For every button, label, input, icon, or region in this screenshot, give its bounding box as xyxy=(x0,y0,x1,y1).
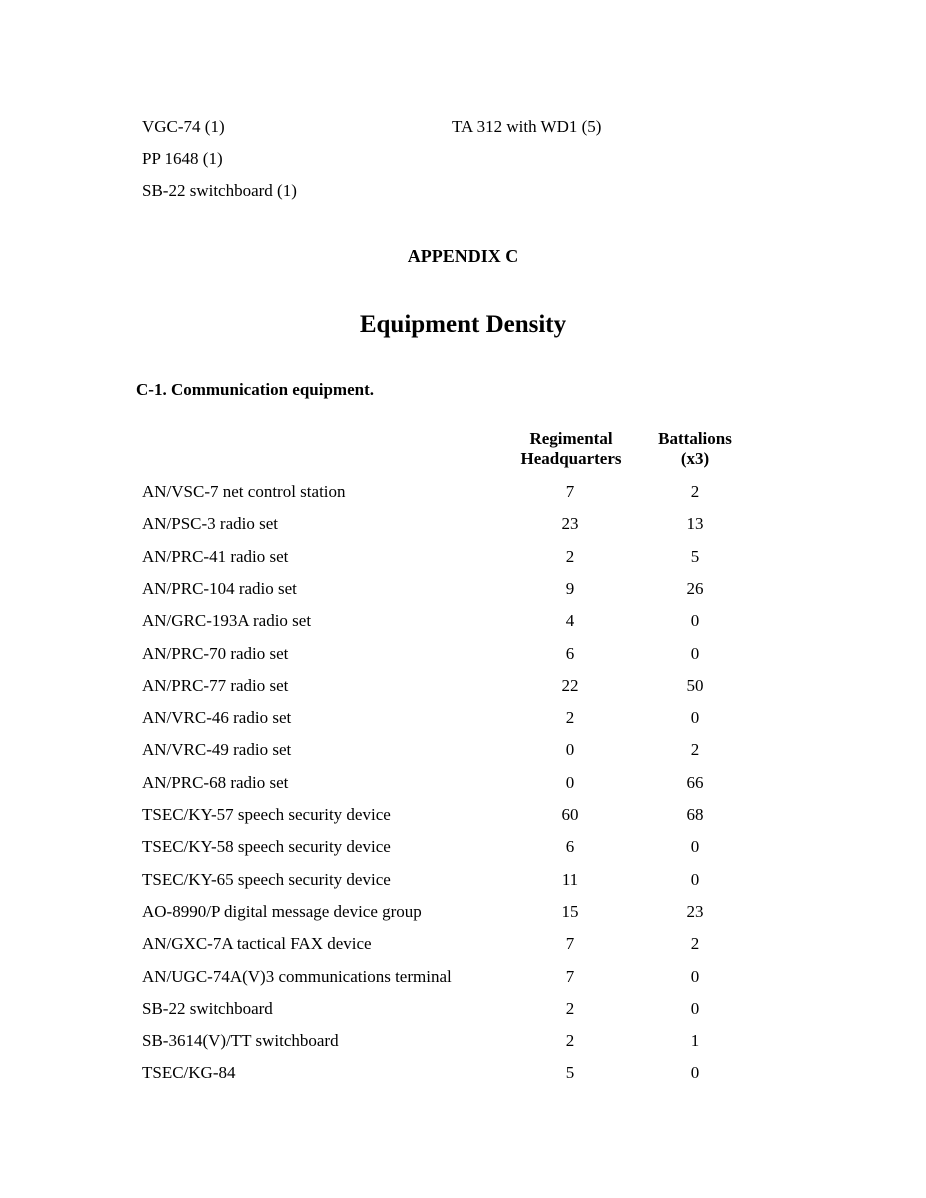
battalions-count: 0 xyxy=(690,643,700,663)
battalions-count: 0 xyxy=(690,837,700,857)
equipment-name: TSEC/KY-58 speech security device xyxy=(142,837,391,857)
list-item: TA 312 with WD1 (5) xyxy=(452,117,602,136)
regimental-hq-count: 5 xyxy=(565,1063,575,1083)
table-row xyxy=(0,805,926,827)
regimental-hq-count: 6 xyxy=(565,837,575,857)
table-row xyxy=(0,837,926,859)
column-header-battalions xyxy=(640,429,750,469)
table-row xyxy=(0,611,926,633)
battalions-count: 0 xyxy=(690,1063,700,1083)
table-row xyxy=(0,967,926,989)
table-row xyxy=(0,708,926,730)
table-row xyxy=(0,773,926,795)
regimental-hq-count: 6 xyxy=(565,643,575,663)
equipment-name: AN/PRC-77 radio set xyxy=(142,675,289,695)
battalions-count: 2 xyxy=(690,934,700,954)
battalions-count: 26 xyxy=(686,578,704,598)
equipment-name: AN/PRC-70 radio set xyxy=(142,643,289,663)
equipment-name: AN/UGC-74A(V)3 communications terminal xyxy=(142,966,452,986)
regimental-hq-count: 22 xyxy=(561,675,579,695)
battalions-count: 66 xyxy=(686,772,704,792)
regimental-hq-count: 4 xyxy=(565,611,575,631)
regimental-hq-count: 2 xyxy=(565,546,575,566)
regimental-hq-count: 7 xyxy=(565,934,575,954)
equipment-name: TSEC/KG-84 xyxy=(142,1063,236,1083)
battalions-count: 13 xyxy=(686,514,704,534)
equipment-name: SB-3614(V)/TT switchboard xyxy=(142,1031,339,1051)
table-row xyxy=(0,644,926,666)
appendix-label: APPENDIX C xyxy=(407,246,519,266)
battalions-count: 1 xyxy=(690,1031,700,1051)
regimental-hq-count: 0 xyxy=(565,772,575,792)
equipment-name: AN/PSC-3 radio set xyxy=(142,514,278,534)
regimental-hq-count: 0 xyxy=(565,740,575,760)
regimental-hq-count: 23 xyxy=(561,514,579,534)
battalions-count: 0 xyxy=(690,611,700,631)
table-row xyxy=(0,676,926,698)
battalions-count: 68 xyxy=(686,805,704,824)
table-row xyxy=(0,579,926,601)
battalions-count: 0 xyxy=(690,708,700,728)
column-header-line: (x3) xyxy=(680,449,710,468)
table-row xyxy=(0,514,926,536)
regimental-hq-count: 15 xyxy=(561,901,579,921)
equipment-name: TSEC/KY-65 speech security device xyxy=(142,869,391,889)
regimental-hq-count: 11 xyxy=(561,869,579,889)
battalions-count: 0 xyxy=(690,966,700,986)
battalions-count: 2 xyxy=(690,740,700,760)
battalions-count: 5 xyxy=(690,546,700,566)
table-row xyxy=(0,902,926,924)
column-header-line: Headquarters xyxy=(520,449,622,468)
table-row xyxy=(0,1031,926,1053)
equipment-name: TSEC/KY-57 speech security device xyxy=(142,805,391,824)
equipment-name: AN/GRC-193A radio set xyxy=(142,611,312,631)
equipment-name: AN/PRC-41 radio set xyxy=(142,546,289,566)
battalions-count: 0 xyxy=(690,869,700,889)
equipment-name: AO-8990/P digital message device group xyxy=(142,901,422,921)
battalions-count: 2 xyxy=(690,482,700,501)
list-item: VGC-74 (1) xyxy=(142,117,225,136)
table-row xyxy=(0,870,926,892)
regimental-hq-count: 2 xyxy=(565,708,575,728)
regimental-hq-count: 7 xyxy=(565,482,575,501)
battalions-count: 23 xyxy=(686,901,704,921)
table-row xyxy=(0,934,926,956)
equipment-name: AN/VSC-7 net control station xyxy=(142,482,346,501)
regimental-hq-count: 9 xyxy=(565,578,575,598)
equipment-name: AN/VRC-49 radio set xyxy=(142,740,292,760)
table-row xyxy=(0,999,926,1021)
table-row xyxy=(0,1063,926,1085)
table-row xyxy=(0,482,926,504)
list-item: SB-22 switchboard (1) xyxy=(142,181,297,200)
equipment-name: AN/GXC-7A tactical FAX device xyxy=(142,934,372,954)
column-header-line: Regimental xyxy=(529,429,613,448)
list-item: PP 1648 (1) xyxy=(142,149,223,168)
battalions-count: 50 xyxy=(686,675,704,695)
regimental-hq-count: 2 xyxy=(565,1031,575,1051)
section-heading: C-1. Communication equipment. xyxy=(136,380,375,399)
regimental-hq-count: 7 xyxy=(565,966,575,986)
regimental-hq-count: 60 xyxy=(561,805,579,824)
page-title: Equipment Density xyxy=(359,311,567,338)
regimental-hq-count: 2 xyxy=(565,998,575,1018)
column-header-line: Battalions xyxy=(658,429,732,448)
equipment-name: AN/PRC-68 radio set xyxy=(142,772,289,792)
equipment-name: AN/VRC-46 radio set xyxy=(142,708,292,728)
equipment-name: SB-22 switchboard xyxy=(142,998,273,1018)
table-row xyxy=(0,547,926,569)
battalions-count: 0 xyxy=(690,998,700,1018)
equipment-name: AN/PRC-104 radio set xyxy=(142,578,297,598)
table-row xyxy=(0,740,926,762)
column-header-regimental-hq xyxy=(506,429,636,469)
